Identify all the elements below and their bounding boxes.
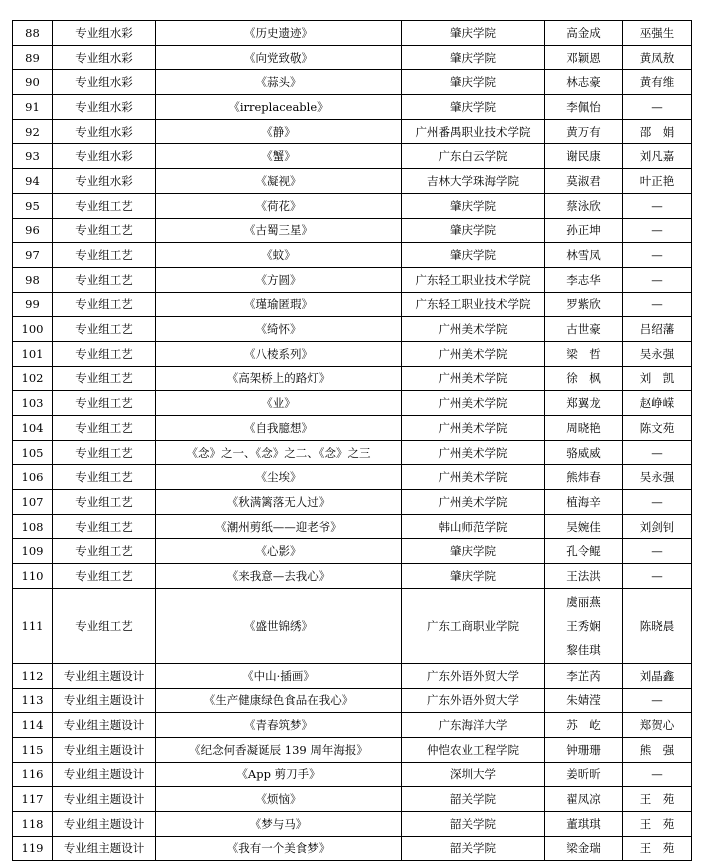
category-cell: 专业组水彩 [53, 95, 156, 120]
table-row [13, 267, 692, 292]
table-row [13, 416, 692, 441]
category-cell: 专业组工艺 [53, 391, 156, 416]
work-title-cell: 《蟹》 [156, 144, 402, 169]
author-name: 古世豪 [566, 322, 601, 337]
school-cell: 广东外语外贸大学 [402, 663, 545, 688]
tutor-cell: 王 苑 [623, 836, 692, 861]
school-cell: 肇庆学院 [402, 95, 545, 120]
author-name: 王秀娴 [566, 618, 601, 633]
school-cell: 广州美术学院 [402, 317, 545, 342]
table-row [13, 762, 692, 787]
tutor-cell: — [623, 95, 692, 120]
author-cell [545, 144, 623, 169]
row-number: 94 [13, 169, 53, 194]
table-row [13, 811, 692, 836]
work-title-cell: 《绮怀》 [156, 317, 402, 342]
category-cell: 专业组工艺 [53, 465, 156, 490]
work-title-cell: 《静》 [156, 119, 402, 144]
category-cell: 专业组主题设计 [53, 836, 156, 861]
awards-table [12, 20, 692, 861]
category-cell: 专业组工艺 [53, 416, 156, 441]
work-title-cell: 《向党致敬》 [156, 45, 402, 70]
school-cell: 广州美术学院 [402, 440, 545, 465]
row-number: 115 [13, 737, 53, 762]
table-row [13, 713, 692, 738]
school-cell: 广东白云学院 [402, 144, 545, 169]
row-number: 99 [13, 292, 53, 317]
row-number: 118 [13, 811, 53, 836]
tutor-cell: 刘晶鑫 [623, 663, 692, 688]
table-row [13, 366, 692, 391]
author-cell [545, 713, 623, 738]
author-name: 林雪凤 [566, 248, 601, 263]
author-name: 黄万有 [566, 124, 601, 139]
table-row [13, 787, 692, 812]
school-cell: 广州番禺职业技术学院 [402, 119, 545, 144]
author-cell [545, 490, 623, 515]
school-cell: 肇庆学院 [402, 564, 545, 589]
work-title-cell: 《蚊》 [156, 243, 402, 268]
table-row [13, 317, 692, 342]
work-title-cell: 《高架桥上的路灯》 [156, 366, 402, 391]
category-cell: 专业组水彩 [53, 45, 156, 70]
author-cell [545, 169, 623, 194]
work-title-cell: 《秋满篱落无人过》 [156, 490, 402, 515]
author-name: 高金成 [566, 25, 601, 40]
school-cell: 韶关学院 [402, 811, 545, 836]
row-number: 103 [13, 391, 53, 416]
work-title-cell: 《蒜头》 [156, 70, 402, 95]
category-cell: 专业组工艺 [53, 317, 156, 342]
school-cell: 肇庆学院 [402, 539, 545, 564]
work-title-cell: 《盛世锦绣》 [156, 588, 402, 663]
row-number: 101 [13, 341, 53, 366]
table-row [13, 292, 692, 317]
category-cell: 专业组工艺 [53, 341, 156, 366]
author-name: 朱婧滢 [566, 693, 601, 708]
row-number: 108 [13, 514, 53, 539]
school-cell: 肇庆学院 [402, 21, 545, 46]
category-cell: 专业组主题设计 [53, 762, 156, 787]
category-cell: 专业组水彩 [53, 70, 156, 95]
author-cell [545, 588, 623, 663]
row-number: 107 [13, 490, 53, 515]
table-row [13, 169, 692, 194]
category-cell: 专业组工艺 [53, 218, 156, 243]
row-number: 96 [13, 218, 53, 243]
author-name: 梁 哲 [566, 346, 601, 361]
table-row [13, 45, 692, 70]
table-row [13, 440, 692, 465]
tutor-cell: 邵 娟 [623, 119, 692, 144]
table-row [13, 70, 692, 95]
school-cell: 广东工商职业学院 [402, 588, 545, 663]
table-row [13, 341, 692, 366]
school-cell: 肇庆学院 [402, 45, 545, 70]
author-cell [545, 292, 623, 317]
work-title-cell: 《念》之一、《念》之二、《念》之三 [156, 440, 402, 465]
author-name: 梁金瑞 [566, 841, 601, 856]
tutor-cell: 陈晓晨 [623, 588, 692, 663]
author-cell [545, 243, 623, 268]
school-cell: 广州美术学院 [402, 416, 545, 441]
category-cell: 专业组水彩 [53, 119, 156, 144]
author-name: 林志豪 [566, 75, 601, 90]
awards-table-body [13, 21, 692, 861]
tutor-cell: 陈文苑 [623, 416, 692, 441]
tutor-cell: — [623, 292, 692, 317]
row-number: 117 [13, 787, 53, 812]
category-cell: 专业组主题设计 [53, 688, 156, 713]
author-name: 谢民康 [566, 149, 601, 164]
author-name: 莫淑君 [566, 173, 601, 188]
school-cell: 深圳大学 [402, 762, 545, 787]
author-name: 徐 枫 [566, 371, 601, 386]
tutor-cell: — [623, 243, 692, 268]
author-cell [545, 564, 623, 589]
work-title-cell: 《自我臆想》 [156, 416, 402, 441]
author-name: 罗紫欣 [566, 297, 601, 312]
author-name: 王法洪 [566, 568, 601, 583]
work-title-cell: 《我有一个美食梦》 [156, 836, 402, 861]
table-row [13, 836, 692, 861]
school-cell: 韶关学院 [402, 836, 545, 861]
school-cell: 广州美术学院 [402, 465, 545, 490]
school-cell: 广东轻工职业技术学院 [402, 267, 545, 292]
author-cell [545, 341, 623, 366]
author-cell [545, 21, 623, 46]
tutor-cell: — [623, 440, 692, 465]
tutor-cell: — [623, 490, 692, 515]
school-cell: 广州美术学院 [402, 366, 545, 391]
tutor-cell: — [623, 193, 692, 218]
tutor-cell: 王 苑 [623, 787, 692, 812]
author-cell [545, 70, 623, 95]
row-number: 100 [13, 317, 53, 342]
tutor-cell: 刘剑钊 [623, 514, 692, 539]
category-cell: 专业组工艺 [53, 193, 156, 218]
category-cell: 专业组水彩 [53, 169, 156, 194]
school-cell: 广州美术学院 [402, 341, 545, 366]
tutor-cell: 刘 凯 [623, 366, 692, 391]
author-name: 孙正坤 [566, 223, 601, 238]
author-name: 熊炜春 [566, 470, 601, 485]
school-cell: 广州美术学院 [402, 391, 545, 416]
tutor-cell: — [623, 762, 692, 787]
category-cell: 专业组工艺 [53, 539, 156, 564]
author-name: 苏 屹 [566, 718, 601, 733]
category-cell: 专业组工艺 [53, 564, 156, 589]
table-row [13, 193, 692, 218]
school-cell: 韩山师范学院 [402, 514, 545, 539]
author-cell [545, 465, 623, 490]
tutor-cell: 熊 强 [623, 737, 692, 762]
row-number: 112 [13, 663, 53, 688]
work-title-cell: 《纪念何香凝诞辰 139 周年海报》 [156, 737, 402, 762]
author-name: 翟凤凉 [566, 792, 601, 807]
category-cell: 专业组主题设计 [53, 663, 156, 688]
author-name: 邓颖恩 [566, 50, 601, 65]
author-cell [545, 119, 623, 144]
author-name: 吴婉佳 [566, 519, 601, 534]
table-row [13, 243, 692, 268]
author-name: 姜昕昕 [566, 767, 601, 782]
table-row [13, 663, 692, 688]
author-name: 植海辛 [566, 494, 601, 509]
author-name: 周晓艳 [566, 420, 601, 435]
author-cell [545, 193, 623, 218]
author-name: 黎佳琪 [566, 642, 601, 657]
tutor-cell: 黄凤敖 [623, 45, 692, 70]
tutor-cell: 黄有维 [623, 70, 692, 95]
table-row [13, 564, 692, 589]
table-row [13, 391, 692, 416]
tutor-cell: 吴永强 [623, 341, 692, 366]
author-cell [545, 440, 623, 465]
work-title-cell: 《生产健康绿色食品在我心》 [156, 688, 402, 713]
school-cell: 广东海洋大学 [402, 713, 545, 738]
table-row [13, 218, 692, 243]
tutor-cell: 吴永强 [623, 465, 692, 490]
category-cell: 专业组水彩 [53, 144, 156, 169]
author-cell [545, 416, 623, 441]
category-cell: 专业组主题设计 [53, 787, 156, 812]
author-name: 孔令鲲 [566, 544, 601, 559]
category-cell: 专业组水彩 [53, 21, 156, 46]
author-cell [545, 836, 623, 861]
tutor-cell: 叶正艳 [623, 169, 692, 194]
school-cell: 吉林大学珠海学院 [402, 169, 545, 194]
row-number: 109 [13, 539, 53, 564]
row-number: 89 [13, 45, 53, 70]
table-row [13, 490, 692, 515]
work-title-cell: 《App 剪刀手》 [156, 762, 402, 787]
category-cell: 专业组工艺 [53, 267, 156, 292]
author-cell [545, 514, 623, 539]
category-cell: 专业组主题设计 [53, 737, 156, 762]
row-number: 110 [13, 564, 53, 589]
author-name: 李芷芮 [566, 668, 601, 683]
school-cell: 广东轻工职业技术学院 [402, 292, 545, 317]
author-cell [545, 539, 623, 564]
school-cell: 广州美术学院 [402, 490, 545, 515]
table-row [13, 737, 692, 762]
author-cell [545, 688, 623, 713]
work-title-cell: 《荷花》 [156, 193, 402, 218]
row-number: 113 [13, 688, 53, 713]
table-row [13, 119, 692, 144]
work-title-cell: 《瑾瑜匿瑕》 [156, 292, 402, 317]
author-cell [545, 317, 623, 342]
tutor-cell: 巫强生 [623, 21, 692, 46]
work-title-cell: 《尘埃》 [156, 465, 402, 490]
category-cell: 专业组工艺 [53, 243, 156, 268]
work-title-cell: 《方圆》 [156, 267, 402, 292]
tutor-cell: 王 苑 [623, 811, 692, 836]
author-cell [545, 95, 623, 120]
work-title-cell: 《irreplaceable》 [156, 95, 402, 120]
author-name: 董琪琪 [566, 816, 601, 831]
author-name: 骆威威 [566, 445, 601, 460]
row-number: 98 [13, 267, 53, 292]
author-name: 李佩怡 [566, 99, 601, 114]
table-row [13, 539, 692, 564]
row-number: 95 [13, 193, 53, 218]
author-cell [545, 45, 623, 70]
table-row [13, 514, 692, 539]
author-cell [545, 762, 623, 787]
row-number: 93 [13, 144, 53, 169]
work-title-cell: 《来我意—去我心》 [156, 564, 402, 589]
table-row [13, 21, 692, 46]
author-cell [545, 663, 623, 688]
table-row [13, 465, 692, 490]
row-number: 102 [13, 366, 53, 391]
tutor-cell: 刘凡嘉 [623, 144, 692, 169]
row-number: 88 [13, 21, 53, 46]
work-title-cell: 《烦恼》 [156, 787, 402, 812]
tutor-cell: — [623, 267, 692, 292]
category-cell: 专业组工艺 [53, 588, 156, 663]
category-cell: 专业组主题设计 [53, 811, 156, 836]
school-cell: 仲恺农业工程学院 [402, 737, 545, 762]
row-number: 97 [13, 243, 53, 268]
category-cell: 专业组工艺 [53, 514, 156, 539]
row-number: 92 [13, 119, 53, 144]
table-row [13, 688, 692, 713]
author-cell [545, 811, 623, 836]
work-title-cell: 《历史遗迹》 [156, 21, 402, 46]
author-name: 李志华 [566, 272, 601, 287]
school-cell: 肇庆学院 [402, 243, 545, 268]
category-cell: 专业组主题设计 [53, 713, 156, 738]
author-name: 虞丽燕 [566, 594, 601, 609]
category-cell: 专业组工艺 [53, 292, 156, 317]
work-title-cell: 《凝视》 [156, 169, 402, 194]
category-cell: 专业组工艺 [53, 366, 156, 391]
table-row [13, 588, 692, 663]
author-cell [545, 267, 623, 292]
row-number: 106 [13, 465, 53, 490]
work-title-cell: 《中山·插画》 [156, 663, 402, 688]
author-cell [545, 218, 623, 243]
work-title-cell: 《业》 [156, 391, 402, 416]
school-cell: 肇庆学院 [402, 218, 545, 243]
table-row [13, 95, 692, 120]
author-cell [545, 366, 623, 391]
work-title-cell: 《古蜀三星》 [156, 218, 402, 243]
tutor-cell: 赵峥嵘 [623, 391, 692, 416]
author-cell [545, 391, 623, 416]
tutor-cell: — [623, 539, 692, 564]
school-cell: 韶关学院 [402, 787, 545, 812]
row-number: 90 [13, 70, 53, 95]
row-number: 119 [13, 836, 53, 861]
row-number: 105 [13, 440, 53, 465]
author-name: 郑翼龙 [566, 396, 601, 411]
author-name: 蔡泳欣 [566, 198, 601, 213]
work-title-cell: 《心影》 [156, 539, 402, 564]
table-row [13, 144, 692, 169]
tutor-cell: — [623, 688, 692, 713]
author-name: 钟珊珊 [566, 742, 601, 757]
row-number: 114 [13, 713, 53, 738]
work-title-cell: 《梦与马》 [156, 811, 402, 836]
school-cell: 肇庆学院 [402, 70, 545, 95]
tutor-cell: — [623, 564, 692, 589]
work-title-cell: 《潮州剪纸——迎老爷》 [156, 514, 402, 539]
school-cell: 肇庆学院 [402, 193, 545, 218]
school-cell: 广东外语外贸大学 [402, 688, 545, 713]
row-number: 91 [13, 95, 53, 120]
row-number: 104 [13, 416, 53, 441]
work-title-cell: 《八棱系列》 [156, 341, 402, 366]
row-number: 111 [13, 588, 53, 663]
work-title-cell: 《青春筑梦》 [156, 713, 402, 738]
tutor-cell: 郑贺心 [623, 713, 692, 738]
author-cell [545, 737, 623, 762]
author-cell [545, 787, 623, 812]
tutor-cell: — [623, 218, 692, 243]
row-number: 116 [13, 762, 53, 787]
category-cell: 专业组工艺 [53, 440, 156, 465]
category-cell: 专业组工艺 [53, 490, 156, 515]
tutor-cell: 吕绍藩 [623, 317, 692, 342]
